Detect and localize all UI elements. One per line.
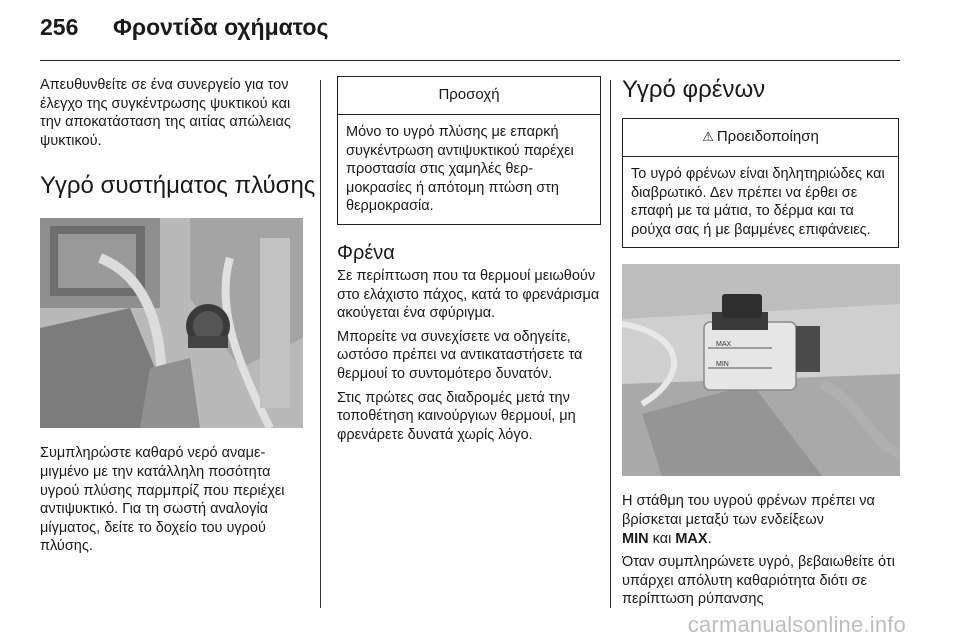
brake-fluid-heading: Υγρό φρένων: [622, 76, 766, 103]
warning-triangle-icon: ⚠: [702, 129, 714, 144]
brake-fluid-reservoir-photo: [622, 264, 900, 476]
warning-text: Το υγρό φρένων είναι δηλητηριώδες και διαβρωτικό. Δεν πρέπει να έρθει σε επαφή με τα μάτια, το δέρμα και τα ρούχα σας ή με βαμμένες επιφάνειες.: [631, 166, 885, 238]
page-number: 256: [40, 14, 79, 40]
page-title: Φροντίδα οχήματος: [113, 14, 329, 40]
min-mark-label: MIN: [716, 361, 729, 369]
max-mark-label: MAX: [716, 341, 732, 349]
and-text: και: [652, 530, 672, 547]
caution-title: Προσοχή: [338, 77, 600, 115]
min-mark-text: MIN: [622, 530, 649, 547]
column-brake-fluid: [622, 76, 904, 609]
max-mark-text: MAX: [675, 530, 708, 547]
header-rule: [40, 60, 900, 61]
brakes-paragraph-3: Στις πρώτες σας διαδρομές μετά την τοποθέτηση καινούργιων θερμουί, μη φρενάρετε δυνατά χωρίς λόγο.: [337, 389, 576, 443]
caution-box: [337, 76, 601, 225]
warning-header: [623, 119, 898, 157]
watermark: carmanualsonline.info: [687, 612, 906, 637]
brake-fluid-level-start: Η στάθμη του υγρού φρένων πρέπει να βρίσκεται μεταξύ των ενδείξεων: [622, 493, 875, 528]
column-brakes: [337, 76, 603, 444]
coolant-intro-text: Απευθυνθείτε σε ένα συνεργείο για τον έλεγχο της συγκέντρωσης ψυκτικού και την αποκατάσταση της αιτίας απώλειας ψυκτικού.: [40, 77, 291, 149]
brakes-heading: Φρένα: [337, 241, 395, 264]
column-divider-2: [610, 80, 611, 608]
brake-fluid-level-text: [622, 492, 904, 548]
brakes-paragraph-2: Μπορείτε να συνεχίσετε να οδηγείτε, ωστόσο πρέπει να αντικαταστήσετε τα θερμουί το συντομότερο δυνατόν.: [337, 328, 583, 382]
brake-fluid-fill-text: Όταν συμπληρώνετε υγρό, βεβαιωθείτε ότι υπάρχει απόλυτη καθαριότητα διότι σε περίπτωση ρύπανσης: [622, 554, 895, 608]
brakes-paragraph-1: Σε περίπτωση που τα θερμουί μειωθούν στο ελάχιστο πάχος, κατά το φρενάρισμα ακούγεται ένα σφύριγμα.: [337, 267, 600, 322]
column-washer-fluid: [40, 76, 316, 556]
warning-title: Προειδοποίηση: [716, 128, 819, 145]
warning-box: [622, 118, 899, 248]
caution-text: Μόνο το υγρό πλύσης με επαρκή συγκέντρωση αντιψυκτικού παρέχει προστασία στις χαμηλές θερμοκρασίες ή απότομη πτώση στη θερμοκρασία.: [346, 124, 574, 215]
column-divider-1: [320, 80, 321, 608]
washer-reservoir-photo: [40, 218, 303, 428]
level-text-end: .: [707, 530, 712, 547]
washer-fluid-body: Συμπληρώστε καθαρό νερό αναμεμιγμένο με την κατάλληλη ποσότητα υγρού πλύσης παρμπρίζ που περιέχει αντιψυκτικό. Για τη σωστή αναλογία μίγματος, δείτε το δοχείο του υγρού πλύσης.: [40, 445, 285, 555]
washer-fluid-heading: Υγρό συστήματος πλύσης: [40, 172, 316, 200]
